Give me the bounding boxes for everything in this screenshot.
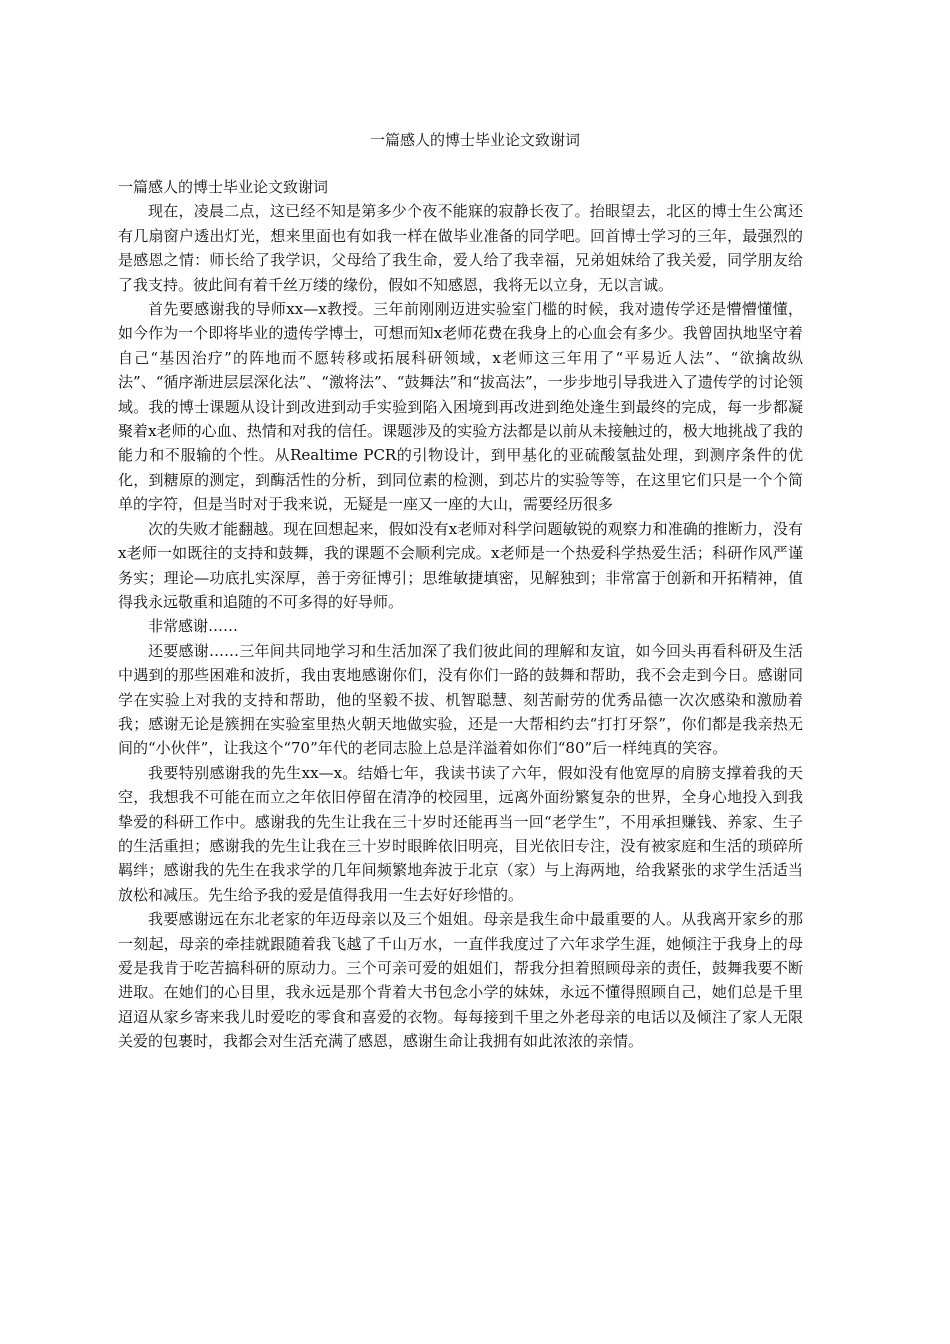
document-body <box>118 175 803 1054</box>
document-title: 一篇感人的博士毕业论文致谢词 <box>369 131 580 149</box>
paragraph-thanks-short: 非常感谢…… <box>148 617 239 636</box>
body-heading: 一篇感人的博士毕业论文致谢词 <box>118 178 329 196</box>
paragraph-opening: 现在，凌晨二点，这已经不知是第多少个夜不能寐的寂静长夜了。抬眼望去，北区的博士生公寓还有几扇窗户透出灯光，想来里面也有如我一样在做毕业准备的同学吧。回首博士学习的三年，最强烈的是感恩之情：师长给了我学识，父母给了我生命，爱人给了我幸福，兄弟姐妹给了我关爱，同学朋友给了我支持。彼此间有着千丝万缕的缘份，假如不知感恩，我将无以立身，无以言诚。 <box>118 202 803 294</box>
paragraph-husband: 我要特别感谢我的先生xx—x。结婚七年，我读书读了六年，假如没有他宽厚的肩膀支撑着我的天空，我想我不可能在而立之年依旧停留在清净的校园里，远离外面纷繁复杂的世界，全身心地投入到我挚爱的科研工作中。感谢我的先生让我在三十岁时还能再当一回“老学生”，不用承担赚钱、养家、生子的生活重担；感谢我的先生让我在三十岁时眼眸依旧明亮，目光依旧专注，没有被家庭和生活的琐碎所羁绊；感谢我的先生在我求学的几年间频繁地奔波于北京（家）与上海两地，给我紧张的求学生活适当放松和减压。先生给予我的爱是值得我用一生去好好珍惜的。 <box>118 763 803 904</box>
paragraph-advisor-continued: 次的失败才能翻越。现在回想起来，假如没有x老师对科学问题敏锐的观察力和准确的推断力，没有x老师一如既往的支持和鼓舞，我的课题不会顺利完成。x老师是一个热爱科学热爱生活；科研作风严谨务实；理论—功底扎实深厚，善于旁征博引；思维敏捷填密，见解独到；非常富于创新和开拓精神，值得我永远敬重和追随的不可多得的好导师。 <box>118 519 803 611</box>
paragraph-family: 我要感谢远在东北老家的年迈母亲以及三个姐姐。母亲是我生命中最重要的人。从我离开家乡的那一刻起，母亲的牵挂就跟随着我飞越了千山万水，一直伴我度过了六年求学生涯，她倾注于我身上的母爱是我肯于吃苦搞科研的原动力。三个可亲可爱的姐姐们，帮我分担着照顾母亲的责任，鼓舞我要不断进取。在她们的心目里，我永远是那个背着大书包念小学的妹妹，永远不懂得照顾自己，她们总是千里迢迢从家乡寄来我儿时爱吃的零食和喜爱的衣物。每每接到千里之外老母亲的电话以及倾注了家人无限关爱的包裹时，我都会对生活充满了感恩，感谢生命让我拥有如此浓浓的亲情。 <box>118 910 803 1051</box>
paragraph-advisor: 首先要感谢我的导师xx—x教授。三年前刚刚迈进实验室门槛的时候，我对遗传学还是懵懵懂懂，如今作为一个即将毕业的遗传学博士，可想而知x老师花费在我身上的心血会有多少。我曾固执地坚守着自己“基因治疗”的阵地而不愿转移或拓展科研领域，x老师这三年用了“平易近人法”、“欲擒故纵法”、“循序渐进层层深化法”、“激将法”、“鼓舞法”和“拔高法”，一步步地引导我进入了遗传学的讨论领域。我的博士课题从设计到改进到动手实验到陷入困境到再改进到绝处逢生到最终的完成，每一步都凝聚着x老师的心血、热情和对我的信任。课题涉及的实验方法都是以前从未接触过的，极大地挑战了我的能力和不服输的个性。从Realtime PCR的引物设计，到甲基化的亚硫酸氢盐处理，到测序条件的优化，到糖原的测定，到酶活性的分析，到同位素的检测，到芯片的实验等等，在这里它们只是一个个简单的字符，但是当时对于我来说，无疑是一座又一座的大山，需要经历很多 <box>118 300 803 514</box>
paragraph-classmates: 还要感谢……三年间共同地学习和生活加深了我们彼此间的理解和友谊，如今回头再看科研及生活中遇到的那些困难和波折，我由衷地感谢你们，没有你们一路的鼓舞和帮助，我不会走到今日。感谢同学在实验上对我的支持和帮助，他的坚毅不拔、机智聪慧、刻苦耐劳的优秀品德一次次感染和激励着我；感谢无论是簇拥在实验室里热火朝天地做实验，还是一大帮相约去“打打牙祭”，你们都是我亲热无间的“小伙伴”，让我这个“70”年代的老同志脸上总是洋溢着如你们“80”后一样纯真的笑容。 <box>118 641 803 758</box>
